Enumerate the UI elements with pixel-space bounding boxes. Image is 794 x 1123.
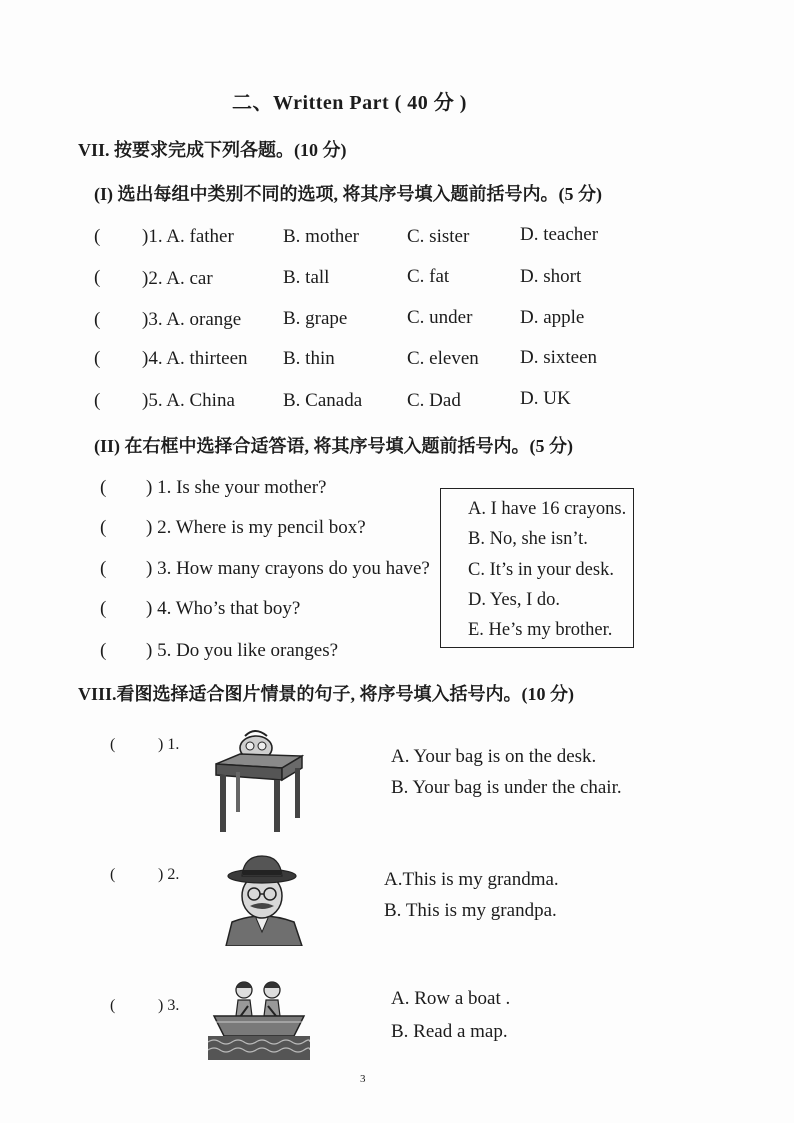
option-b: B. tall: [283, 267, 330, 288]
answer-bracket[interactable]: (: [100, 558, 107, 579]
option-a: )4. A. thirteen: [142, 348, 248, 369]
children-in-boat-picture: [208, 976, 310, 1060]
option-d: D. sixteen: [520, 347, 598, 368]
sentence-option-a: A. Row a boat .: [391, 988, 511, 1009]
answer-option-e: E. He’s my brother.: [468, 620, 613, 640]
option-c: C. under: [407, 307, 473, 328]
sentence-option-b: B. Your bag is under the chair.: [391, 777, 622, 798]
option-b: B. Canada: [283, 390, 363, 411]
answer-bracket[interactable]: (: [100, 640, 107, 661]
answer-bracket[interactable]: (: [110, 736, 116, 753]
answer-bracket[interactable]: (: [110, 866, 116, 883]
option-a: )5. A. China: [142, 390, 235, 411]
option-a: )1. A. father: [142, 226, 234, 247]
question-text: ) 4. Who’s that boy?: [146, 598, 301, 619]
answer-bracket[interactable]: (: [100, 477, 107, 498]
answer-option-c: C. It’s in your desk.: [468, 560, 614, 580]
option-c: C. sister: [407, 226, 470, 247]
answer-bracket[interactable]: (: [94, 348, 101, 369]
answer-bracket[interactable]: (: [110, 997, 116, 1014]
option-d: D. apple: [520, 307, 585, 328]
answer-bracket[interactable]: (: [94, 267, 101, 288]
answer-bracket[interactable]: (: [94, 226, 101, 247]
option-b: B. mother: [283, 226, 359, 247]
section-7-heading: VII. 按要求完成下列各题。(10 分): [78, 140, 347, 160]
question-number: ) 1.: [158, 736, 180, 753]
answer-bracket[interactable]: (: [94, 390, 101, 411]
option-d: D. teacher: [520, 224, 599, 245]
option-b: B. grape: [283, 308, 348, 329]
sentence-option-a: A. Your bag is on the desk.: [391, 746, 597, 767]
answer-option-a: A. I have 16 crayons.: [468, 499, 627, 519]
section-7-part-2-heading: (II) 在右框中选择合适答语, 将其序号填入题前括号内。(5 分): [94, 436, 573, 456]
option-d: D. short: [520, 266, 582, 287]
section-8-heading: VIII.看图选择适合图片情景的句子, 将序号填入括号内。(10 分): [78, 684, 574, 704]
grandpa-picture: [222, 852, 304, 946]
question-text: ) 1. Is she your mother?: [146, 477, 327, 498]
answer-bracket[interactable]: (: [94, 309, 101, 330]
answer-bracket[interactable]: (: [100, 517, 107, 538]
option-d: D. UK: [520, 388, 571, 409]
option-c: C. eleven: [407, 348, 479, 369]
question-number: ) 2.: [158, 866, 180, 883]
section-7-part-1-heading: (I) 选出每组中类别不同的选项, 将其序号填入题前括号内。(5 分): [94, 184, 602, 204]
sentence-option-b: B. This is my grandpa.: [384, 900, 557, 921]
answer-options-box: [440, 488, 634, 648]
desk-with-bag-picture: [212, 728, 304, 834]
question-number: ) 3.: [158, 997, 180, 1014]
option-a: )2. A. car: [142, 268, 213, 289]
option-c: C. fat: [407, 266, 450, 287]
question-text: ) 2. Where is my pencil box?: [146, 517, 366, 538]
page-number: 3: [360, 1073, 366, 1085]
answer-option-b: B. No, she isn’t.: [468, 529, 588, 549]
page-title: 二、Written Part ( 40 分 ): [232, 92, 467, 114]
sentence-option-b: B. Read a map.: [391, 1021, 508, 1042]
question-text: ) 5. Do you like oranges?: [146, 640, 339, 661]
option-c: C. Dad: [407, 390, 461, 411]
answer-bracket[interactable]: (: [100, 598, 107, 619]
question-text: ) 3. How many crayons do you have?: [146, 558, 430, 579]
answer-option-d: D. Yes, I do.: [468, 590, 561, 610]
option-b: B. thin: [283, 348, 335, 369]
option-a: )3. A. orange: [142, 309, 242, 330]
sentence-option-a: A.This is my grandma.: [384, 869, 559, 890]
